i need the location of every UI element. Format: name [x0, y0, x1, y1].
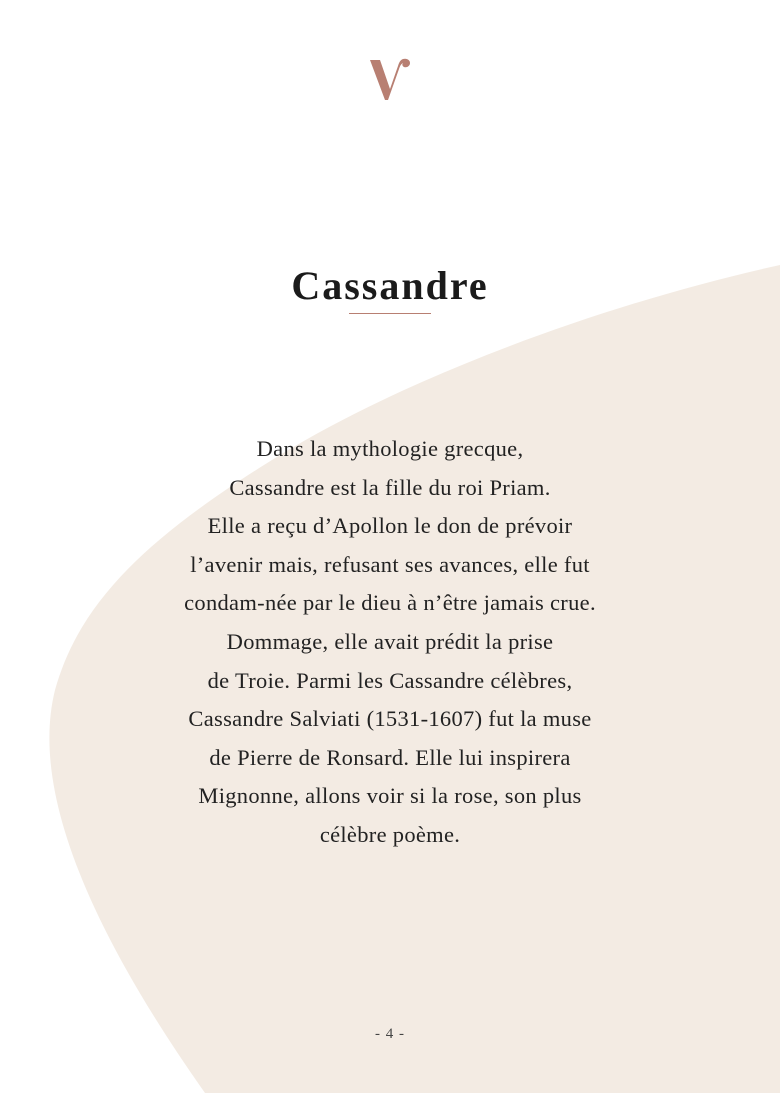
body-line: l’avenir mais, refusant ses avances, elle fut: [190, 551, 590, 577]
body-line: Mignonne, allons voir si la rose, son plus: [198, 783, 582, 809]
v-monogram-icon: [367, 55, 413, 103]
title-underline: [349, 313, 431, 314]
page-number: - 4 -: [375, 1026, 405, 1042]
body-line: de Pierre de Ronsard. Elle lui inspirera: [209, 744, 571, 770]
page-title: Cassandre: [291, 263, 489, 308]
body-line: de Troie. Parmi les Cassandre célèbres,: [207, 667, 573, 693]
body-line: Dommage, elle avait prédit la prise: [226, 628, 554, 654]
body-paragraph: [120, 430, 660, 855]
logo: [0, 55, 780, 108]
body-line: Cassandre est la fille du roi Priam.: [229, 474, 551, 500]
body-line: célèbre poème.: [319, 821, 461, 847]
body-line: Elle a reçu d’Apollon le don de prévoir: [207, 513, 573, 539]
body-line: Dans la mythologie grecque,: [256, 436, 524, 461]
body-line: Cassandre Salviati (1531-1607) fut la muse: [188, 706, 592, 732]
body-line: condam-née par le dieu à n’être jamais crue.: [184, 590, 596, 616]
